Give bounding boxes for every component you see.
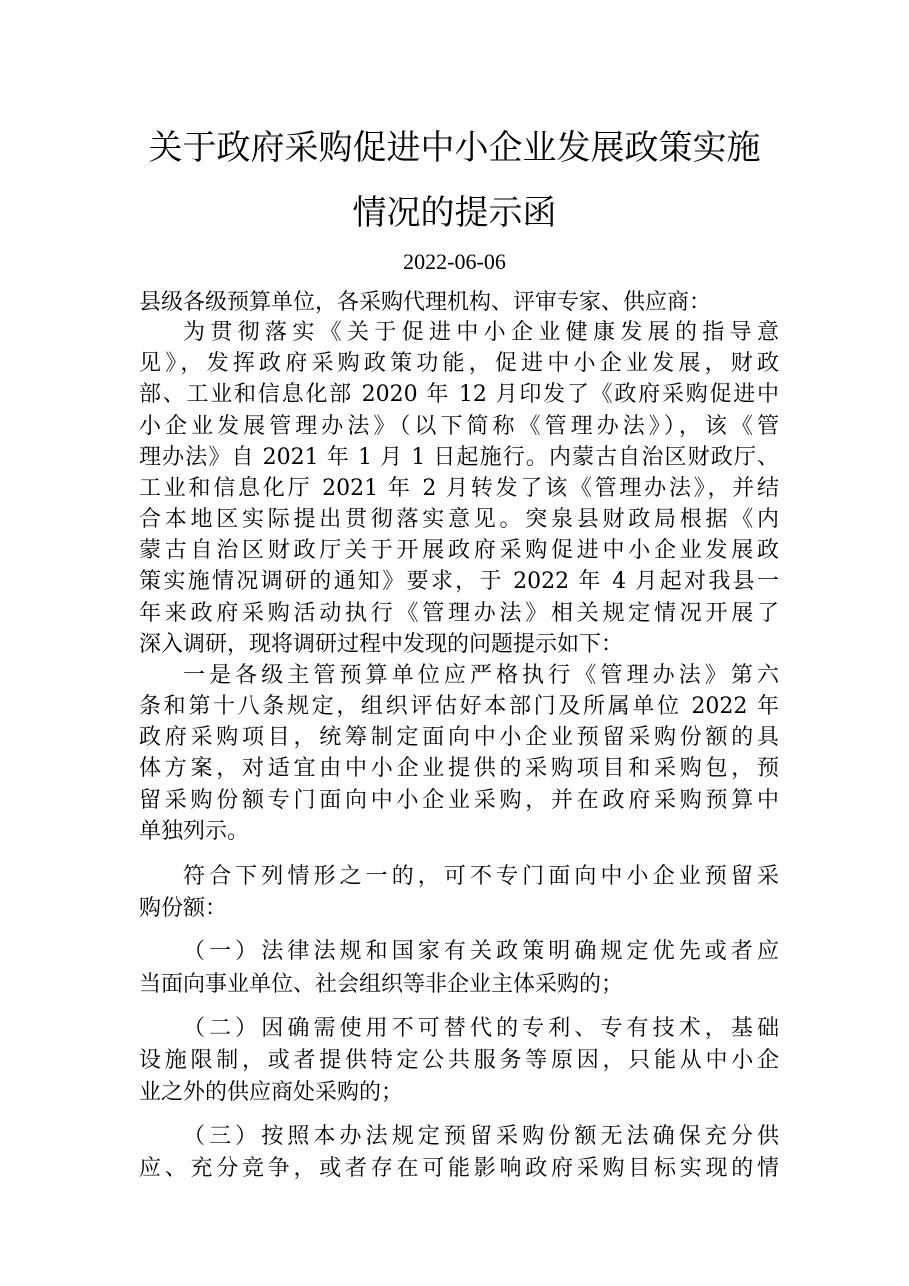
body-line: 工业和信息化厅 2021 年 2 月转发了该《管理办法》，并结	[139, 476, 779, 501]
body-line: 年来政府采购活动执行《管理办法》相关规定情况开展了	[139, 601, 779, 626]
body-line: 策实施情况调研的通知》要求，于 2022 年 4 月起对我县一	[139, 569, 779, 594]
body-line: 单独列示。	[139, 819, 250, 844]
document-date: 2022-06-06	[403, 249, 506, 274]
body-line: （三）按照本办法规定预留采购份额无法确保充分供	[183, 1124, 779, 1149]
body-line: 合本地区实际提出贯彻落实意见。突泉县财政局根据《内	[139, 507, 779, 532]
body-line: 深入调研，现将调研过程中发现的问题提示如下：	[139, 632, 624, 657]
body-line: 应、充分竞争，或者存在可能影响政府采购目标实现的情	[139, 1156, 779, 1181]
body-line: 一是各级主管预算单位应严格执行《管理办法》第六	[183, 663, 779, 688]
body-line: 条和第十八条规定，组织评估好本部门及所属单位 2022 年	[139, 694, 779, 719]
body-line: 部、工业和信息化部 2020 年 12 月印发了《政府采购促进中	[139, 382, 779, 407]
body-line: 见》，发挥政府采购政策功能，促进中小企业发展，财政	[139, 351, 779, 376]
body-line: 理办法》自 2021 年 1 月 1 日起施行。内蒙古自治区财政厅、	[139, 445, 779, 470]
body-line: 蒙古自治区财政厅关于开展政府采购促进中小企业发展政	[139, 538, 779, 563]
body-line: 购份额：	[139, 896, 228, 921]
salutation-line: 县级各级预算单位，各采购代理机构、评审专家、供应商：	[139, 290, 712, 315]
body-line: 业之外的供应商处采购的；	[139, 1080, 404, 1105]
body-line: 设施限制，或者提供特定公共服务等原因，只能从中小企	[139, 1048, 779, 1073]
body-line: （二）因确需使用不可替代的专利、专有技术，基础	[183, 1016, 779, 1041]
body-line: 当面向事业单位、社会组织等非企业主体采购的；	[139, 972, 624, 997]
body-line: 符合下列情形之一的，可不专门面向中小企业预留采	[183, 864, 779, 889]
body-line: 为贯彻落实《关于促进中小企业健康发展的指导意	[183, 320, 779, 345]
body-line: 政府采购项目，统筹制定面向中小企业预留采购份额的具	[139, 725, 779, 750]
body-line: 小企业发展管理办法》（以下简称《管理办法》），该《管	[139, 414, 779, 439]
body-line: 体方案，对适宜由中小企业提供的采购项目和采购包，预	[139, 756, 779, 781]
body-line: 留采购份额专门面向中小企业采购，并在政府采购预算中	[139, 788, 779, 813]
document-title-line-1: 关于政府采购促进中小企业发展政策实施	[148, 128, 761, 168]
body-line: （一）法律法规和国家有关政策明确规定优先或者应	[183, 939, 779, 964]
document-title-line-2: 情况的提示函	[352, 193, 557, 233]
